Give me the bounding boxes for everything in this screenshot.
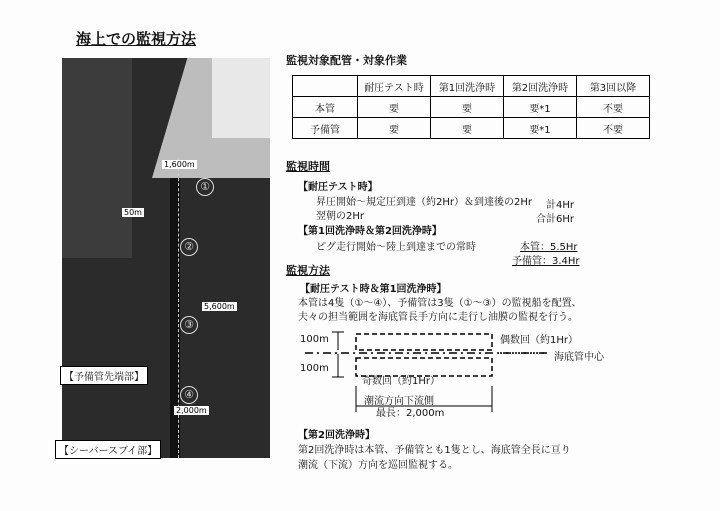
table-cell: 不要 [577, 97, 650, 118]
max-length-label: 最長：2,000m [376, 408, 445, 419]
patrol-diagram [290, 322, 650, 422]
table-cell: 第1回洗浄時 [431, 76, 504, 97]
table-cell: 要 [431, 118, 504, 139]
table-cell [293, 76, 358, 97]
pressure-test-heading: 【耐圧テスト時】 [298, 182, 378, 193]
width-label-upper: 100m [300, 334, 329, 345]
table-row [293, 97, 650, 118]
section-1-marker: ① [196, 178, 214, 196]
method-line-1: 本管は4隻（①～④）、予備管は3隻（①～③）の監視船を配置、 [298, 298, 582, 309]
section-3-marker: ③ [180, 316, 198, 334]
distance-label: 2,000m [176, 406, 207, 415]
method-sub-2: 【第2回洗浄時】 [298, 430, 375, 441]
distance-label: 5,600m [204, 302, 235, 311]
wash-spare-time: 予備管：3.4Hr [512, 256, 580, 267]
method-line-2: 夫々の担当範囲を海底管長手方向に走行し油膜の監視を行う。 [298, 312, 578, 323]
table-cell: 要*1 [504, 97, 577, 118]
table-row [293, 118, 650, 139]
section-4-marker: ④ [180, 386, 198, 404]
port-area [212, 58, 270, 138]
wash-line: ピグ走行開始～陸上到達までの常時 [316, 242, 476, 253]
distance-label: 1,600m [164, 160, 195, 169]
table-cell: 予備管 [293, 118, 358, 139]
table-cell: 本管 [293, 97, 358, 118]
table-cell: 要*1 [504, 118, 577, 139]
even-run-label: 偶数回（約1Hr） [500, 335, 578, 346]
table-cell: 要 [358, 118, 431, 139]
method-heading: 監視方法 [286, 264, 330, 277]
method-line-3: 第2回洗浄時は本管、予備管とも1隻とし、海底管全長に亘り [298, 445, 571, 456]
pipe-center-label: 海底管中心 [554, 352, 604, 363]
page-title: 海上での監視方法 [76, 30, 197, 48]
table-cell: 要 [431, 97, 504, 118]
table-heading: 監視対象配管・対象作業 [286, 54, 407, 67]
method-sub-1: 【耐圧テスト時＆第1回洗浄時】 [300, 284, 447, 295]
table-cell: 第2回洗浄時 [504, 76, 577, 97]
odd-run-label: 奇数回（約1Hr） [362, 376, 440, 387]
table-cell: 要 [358, 97, 431, 118]
section-2-marker: ② [180, 238, 198, 256]
time-heading: 監視時間 [286, 160, 330, 173]
monitoring-table [292, 75, 650, 139]
pressure-line-1: 昇圧開始～規定圧到達（約2Hr）＆到達後の2Hr [316, 197, 532, 208]
wash-main-time: 本管：5.5Hr [520, 242, 578, 253]
pressure-line-1-value: 計4Hr [546, 200, 574, 211]
current-direction-label: 潮流方向下流側 [364, 396, 434, 407]
table-cell: 不要 [577, 118, 650, 139]
wash-heading: 【第1回洗浄時＆第2回洗浄時】 [298, 226, 442, 237]
spare-tip-label: 【予備管先端部】 [60, 366, 148, 385]
pressure-total: 合計6Hr [536, 214, 574, 225]
aerial-map [62, 58, 270, 458]
method-line-4: 潮流（下流）方向を巡回監視する。 [298, 460, 458, 471]
pressure-line-2: 翌朝の2Hr [316, 211, 364, 222]
table-cell: 第3回以降 [577, 76, 650, 97]
land-area [62, 58, 132, 258]
buoy-label: 【シーバースブイ部】 [55, 440, 161, 459]
width-label-lower: 100m [300, 363, 329, 374]
distance-label: 50m [124, 208, 142, 217]
table-cell: 耐圧テスト時 [358, 76, 431, 97]
table-header-row [293, 76, 650, 97]
